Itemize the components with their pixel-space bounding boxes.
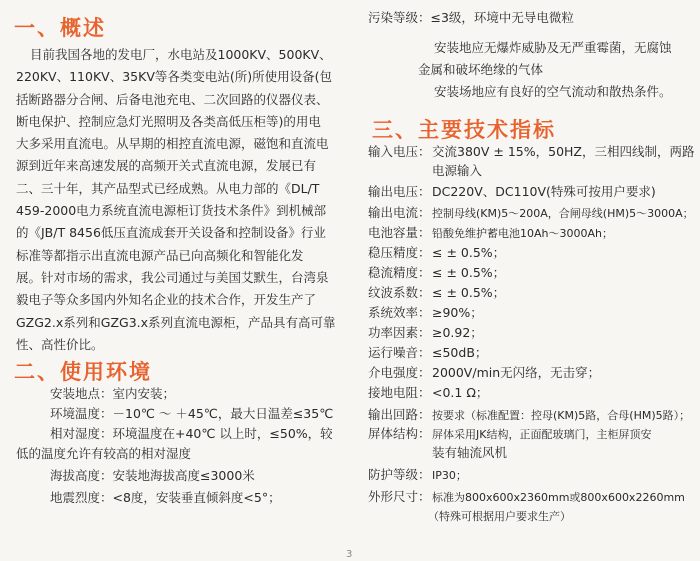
spec-value: 交流380V ± 15%，50HZ，三相四线制，两路 [432, 144, 695, 159]
env-temperature: 环境温度：－10℃ ～ ＋45℃，最大日温差≤35℃ [50, 406, 334, 421]
spec-label: 输出电流： [368, 205, 431, 220]
env-humidity: 相对湿度：环境温度在+40℃ 以上时，≤50%，较 [50, 426, 333, 441]
overview-line: 性、高性价比。 [16, 336, 104, 352]
spec-ripple [368, 283, 700, 302]
spec-value: 按要求（标准配置：控母(KM)5路，合母(HM)5路）； [432, 409, 691, 422]
spec-output-voltage [368, 182, 700, 201]
spec-label: 输入电压： [368, 144, 431, 159]
spec-value: ≥0.92； [432, 325, 483, 340]
spec-value: ≤ ± 0.5%； [432, 265, 506, 280]
spec-dimensions-cont: （特殊可根据用户要求生产） [428, 510, 571, 523]
spec-label: 功率因素： [368, 325, 431, 340]
spec-value: ≤50dB； [432, 345, 488, 360]
spec-battery-capacity [368, 223, 700, 243]
spec-protection-level [368, 465, 700, 485]
spec-value: 屏体采用JK结构，正面配玻璃门，主柜屏顶安 [432, 428, 652, 441]
spec-value: 标准为800x600x2360mm或800x600x2260mm [432, 491, 685, 504]
overview-line: 断电保护、控制应急灯光照明及各类高低压柜等)的用电 [16, 113, 321, 129]
spec-dielectric [368, 363, 700, 382]
spec-value: 2000V/min无闪络，无击穿； [432, 365, 601, 380]
spec-label: 接地电阻： [368, 385, 431, 400]
spec-voltage-stability [368, 243, 700, 262]
spec-noise [368, 343, 700, 362]
spec-label: 输出回路： [368, 407, 431, 422]
spec-value: ≥90%； [432, 305, 483, 320]
spec-label: 屏体结构： [368, 426, 431, 441]
spec-label: 外形尺寸： [368, 489, 431, 504]
overview-line: 标准等都指示出直流电源产品已向高频化和智能化发 [16, 247, 304, 263]
spec-power-factor [368, 323, 700, 342]
spec-label: 稳流精度： [368, 265, 431, 280]
overview-line: 源到近年来高速发展的高频开关式直流电源，发展已有 [16, 158, 317, 174]
spec-value: 铅酸免维护蓄电池10Ah～3000Ah； [432, 227, 613, 240]
spec-value: ≤ ± 0.5%； [432, 285, 506, 300]
spec-grounding [368, 383, 700, 402]
env-pollution: 污染等级：≤3级，环境中无导电微粒 [368, 10, 574, 25]
env-pollution-cont: 安装场地应有良好的空气流动和散热条件。 [434, 84, 672, 99]
spec-output-current [368, 203, 700, 223]
env-seismic: 地震烈度：<8度，安装垂直倾斜度<5°； [50, 490, 281, 505]
spec-value: <0.1 Ω； [432, 385, 489, 400]
spec-output-circuits [368, 405, 700, 425]
env-humidity-cont: 低的温度允许有较高的相对湿度 [16, 446, 192, 461]
spec-input-voltage [368, 142, 700, 161]
spec-label: 介电强度： [368, 365, 431, 380]
overview-line: 括断路器分合闸、后备电池充电、二次回路的仪器仪表、 [16, 91, 329, 107]
env-pollution-cont: 金属和破坏绝缘的气体 [418, 62, 544, 77]
overview-line: 459-2000电力系统直流电源柜订货技术条件》到机械部 [16, 203, 327, 219]
spec-label: 防护等级： [368, 467, 431, 482]
overview-paragraph [16, 44, 348, 356]
spec-label: 电池容量： [368, 225, 431, 240]
spec-label: 输出电压： [368, 184, 431, 199]
spec-input-voltage-cont: 电源输入 [432, 163, 483, 178]
env-install-location: 安装地点：室内安装； [50, 386, 176, 401]
overview-line: GZG2.x系列和GZG3.x系列直流电源柜，产品具有高可靠 [16, 314, 336, 330]
spec-value: 控制母线(KM)5～200A，合闸母线(HM)5～3000A； [432, 207, 694, 220]
overview-line: 的《JB/T 8456低压直流成套开关设备和控制设备》行业 [16, 225, 326, 241]
spec-value: ≤ ± 0.5%； [432, 245, 506, 260]
spec-value: DC220V、DC110V(特殊可按用户要求) [432, 184, 656, 199]
spec-cabinet-structure-cont: 装有轴流风机 [432, 445, 508, 460]
spec-dimensions [368, 487, 700, 507]
spec-label: 运行噪音： [368, 345, 431, 360]
spec-label: 稳压精度： [368, 245, 431, 260]
env-altitude: 海拔高度：安装地海拔高度≤3000米 [50, 468, 255, 483]
overview-title: 一、概述 [14, 16, 106, 40]
specs-title: 三、主要技术指标 [372, 118, 556, 142]
spec-cabinet-structure [368, 424, 700, 444]
overview-line: 220KV、110KV、35KV等各类变电站(所)所使用设备(包 [16, 69, 332, 85]
page-number: 3 [346, 549, 353, 560]
spec-efficiency [368, 303, 700, 322]
environment-title: 二、使用环境 [14, 360, 152, 384]
overview-line: 大多采用直流电。从早期的相控直流电源，磁饱和直流电 [16, 136, 329, 152]
spec-label: 纹波系数： [368, 285, 431, 300]
spec-value: IP30； [432, 469, 467, 482]
overview-line: 二、三十年，其产品型式已经成熟。从电力部的《DL/T [16, 180, 320, 196]
overview-line: 目前我国各地的发电厂，水电站及1000KV、500KV、 [30, 47, 332, 62]
overview-line: 毅电子等众多国内外知名企业的技术合作，开发生产了 [16, 292, 317, 308]
env-pollution-cont: 安装地应无爆炸威胁及无严重霉菌，无腐蚀 [434, 40, 672, 55]
spec-current-stability [368, 263, 700, 282]
overview-line: 展。针对市场的需求，我公司通过与美国艾默生，台湾泉 [16, 269, 329, 285]
spec-label: 系统效率： [368, 305, 431, 320]
